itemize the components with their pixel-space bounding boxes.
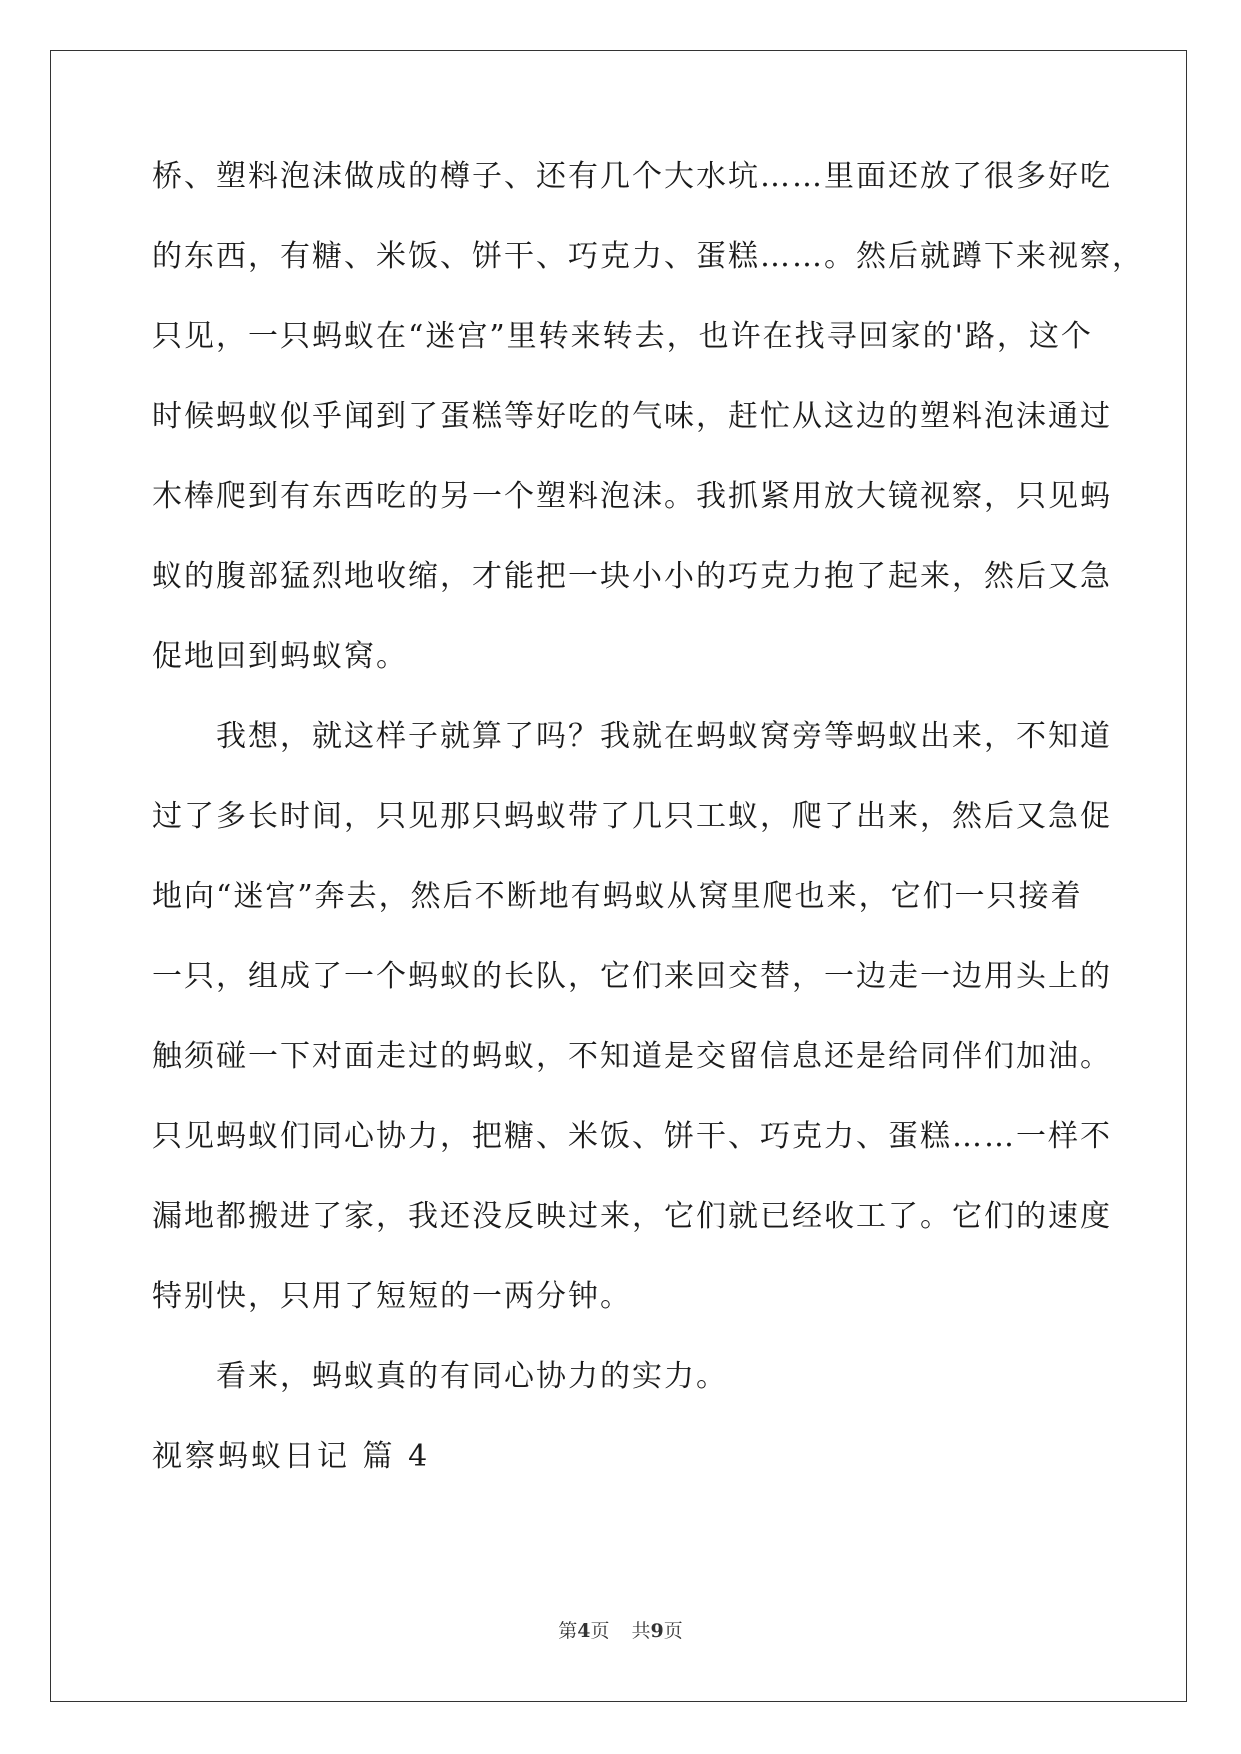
body-line: 一只，组成了一个蚂蚁的长队，它们来回交替，一边走一边用头上的 bbox=[152, 959, 1112, 994]
footer-total-prefix: 共 bbox=[631, 1620, 651, 1642]
body-line: 桥、塑料泡沫做成的樽子、还有几个大水坑……里面还放了很多好吃 bbox=[152, 159, 1112, 194]
page-footer bbox=[0, 1616, 1241, 1643]
footer-page-unit: 页 bbox=[590, 1620, 610, 1642]
current-page-number: 4 bbox=[577, 1620, 591, 1642]
body-line: 看来，蚂蚁真的有同心协力的实力。 bbox=[216, 1359, 728, 1394]
body-line: 漏地都搬进了家，我还没反映过来，它们就已经收工了。它们的速度 bbox=[152, 1199, 1112, 1234]
document-body bbox=[152, 159, 1144, 1526]
body-line: 木棒爬到有东西吃的另一个塑料泡沫。我抓紧用放大镜视察，只见蚂 bbox=[152, 479, 1112, 514]
body-line: 只见，一只蚂蚁在“迷宫”里转来转去，也许在找寻回家的'路，这个 bbox=[152, 319, 1093, 354]
body-line: 特别快，只用了短短的一两分钟。 bbox=[152, 1279, 632, 1314]
footer-prefix: 第 bbox=[558, 1620, 578, 1642]
body-line: 只见蚂蚁们同心协力，把糖、米饭、饼干、巧克力、蛋糕……一样不 bbox=[152, 1119, 1112, 1154]
body-line: 过了多长时间，只见那只蚂蚁带了几只工蚁，爬了出来，然后又急促 bbox=[152, 799, 1112, 834]
body-line: 时候蚂蚁似乎闻到了蛋糕等好吃的气味，赶忙从这边的塑料泡沫通过 bbox=[152, 399, 1112, 434]
body-line: 地向“迷宫”奔去，然后不断地有蚂蚁从窝里爬也来，它们一只接着 bbox=[152, 879, 1083, 914]
body-line: 蚁的腹部猛烈地收缩，才能把一块小小的巧克力抱了起来，然后又急 bbox=[152, 559, 1112, 594]
section-heading: 视察蚂蚁日记 篇 4 bbox=[152, 1439, 431, 1474]
body-line: 促地回到蚂蚁窝。 bbox=[152, 639, 408, 674]
body-line: 我想，就这样子就算了吗？我就在蚂蚁窝旁等蚂蚁出来，不知道 bbox=[216, 719, 1112, 754]
total-pages-number: 9 bbox=[650, 1620, 664, 1642]
body-line: 的东西，有糖、米饭、饼干、巧克力、蛋糕……。然后就蹲下来视察， bbox=[152, 239, 1144, 274]
body-line: 触须碰一下对面走过的蚂蚁，不知道是交留信息还是给同伴们加油。 bbox=[152, 1039, 1112, 1074]
footer-total-unit: 页 bbox=[663, 1620, 683, 1642]
